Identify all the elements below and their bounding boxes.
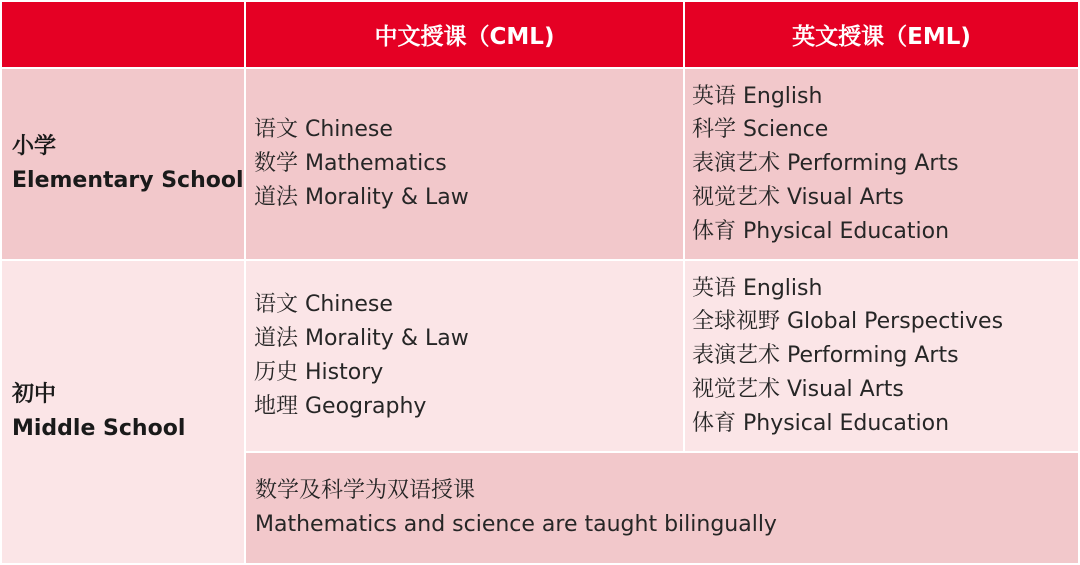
bilingual-note-cell bbox=[246, 453, 1078, 563]
subject-item: 语文 Chinese bbox=[254, 292, 393, 318]
elementary-name-en: Elementary School bbox=[12, 168, 244, 193]
header-corner-cell bbox=[2, 2, 244, 67]
elementary-school-row-header bbox=[2, 69, 244, 259]
bilingual-note-zh: 数学及科学为双语授课 bbox=[255, 478, 476, 504]
subject-item: 英语 English bbox=[692, 275, 823, 301]
header-eml-label: 英文授课（EML) bbox=[792, 24, 971, 50]
header-eml-cell bbox=[685, 2, 1078, 67]
subject-item: 语文 Chinese bbox=[254, 117, 393, 143]
subject-item: 历史 History bbox=[254, 360, 384, 385]
header-cml-cell bbox=[246, 2, 683, 67]
subject-item: 视觉艺术 Visual Arts bbox=[692, 376, 904, 402]
middle-name-zh: 初中 bbox=[12, 382, 57, 407]
middle-cml-subjects bbox=[246, 261, 683, 451]
subject-item: 表演艺术 Performing Arts bbox=[692, 151, 959, 177]
middle-eml-subjects bbox=[685, 261, 1078, 451]
elementary-name-zh: 小学 bbox=[12, 134, 57, 159]
elementary-eml-subjects bbox=[685, 69, 1078, 259]
subject-item: 体育 Physical Education bbox=[692, 410, 950, 436]
subject-item: 全球视野 Global Perspectives bbox=[692, 309, 1004, 335]
elementary-cml-subjects bbox=[246, 69, 683, 259]
middle-school-row-header bbox=[2, 261, 244, 563]
subject-item: 地理 Geography bbox=[254, 393, 427, 419]
subject-item: 体育 Physical Education bbox=[692, 218, 950, 244]
bilingual-note-en: Mathematics and science are taught bilingually bbox=[255, 512, 777, 537]
subject-item: 英语 English bbox=[692, 83, 823, 109]
subject-item: 视觉艺术 Visual Arts bbox=[692, 184, 904, 210]
subject-item: 道法 Morality & Law bbox=[254, 326, 469, 352]
subject-item: 道法 Morality & Law bbox=[254, 184, 469, 210]
middle-name-en: Middle School bbox=[12, 416, 186, 441]
subject-item: 表演艺术 Performing Arts bbox=[692, 343, 959, 369]
subject-item: 数学 Mathematics bbox=[254, 151, 447, 177]
subject-item: 科学 Science bbox=[692, 117, 829, 143]
header-cml-label: 中文授课（CML) bbox=[374, 24, 555, 50]
